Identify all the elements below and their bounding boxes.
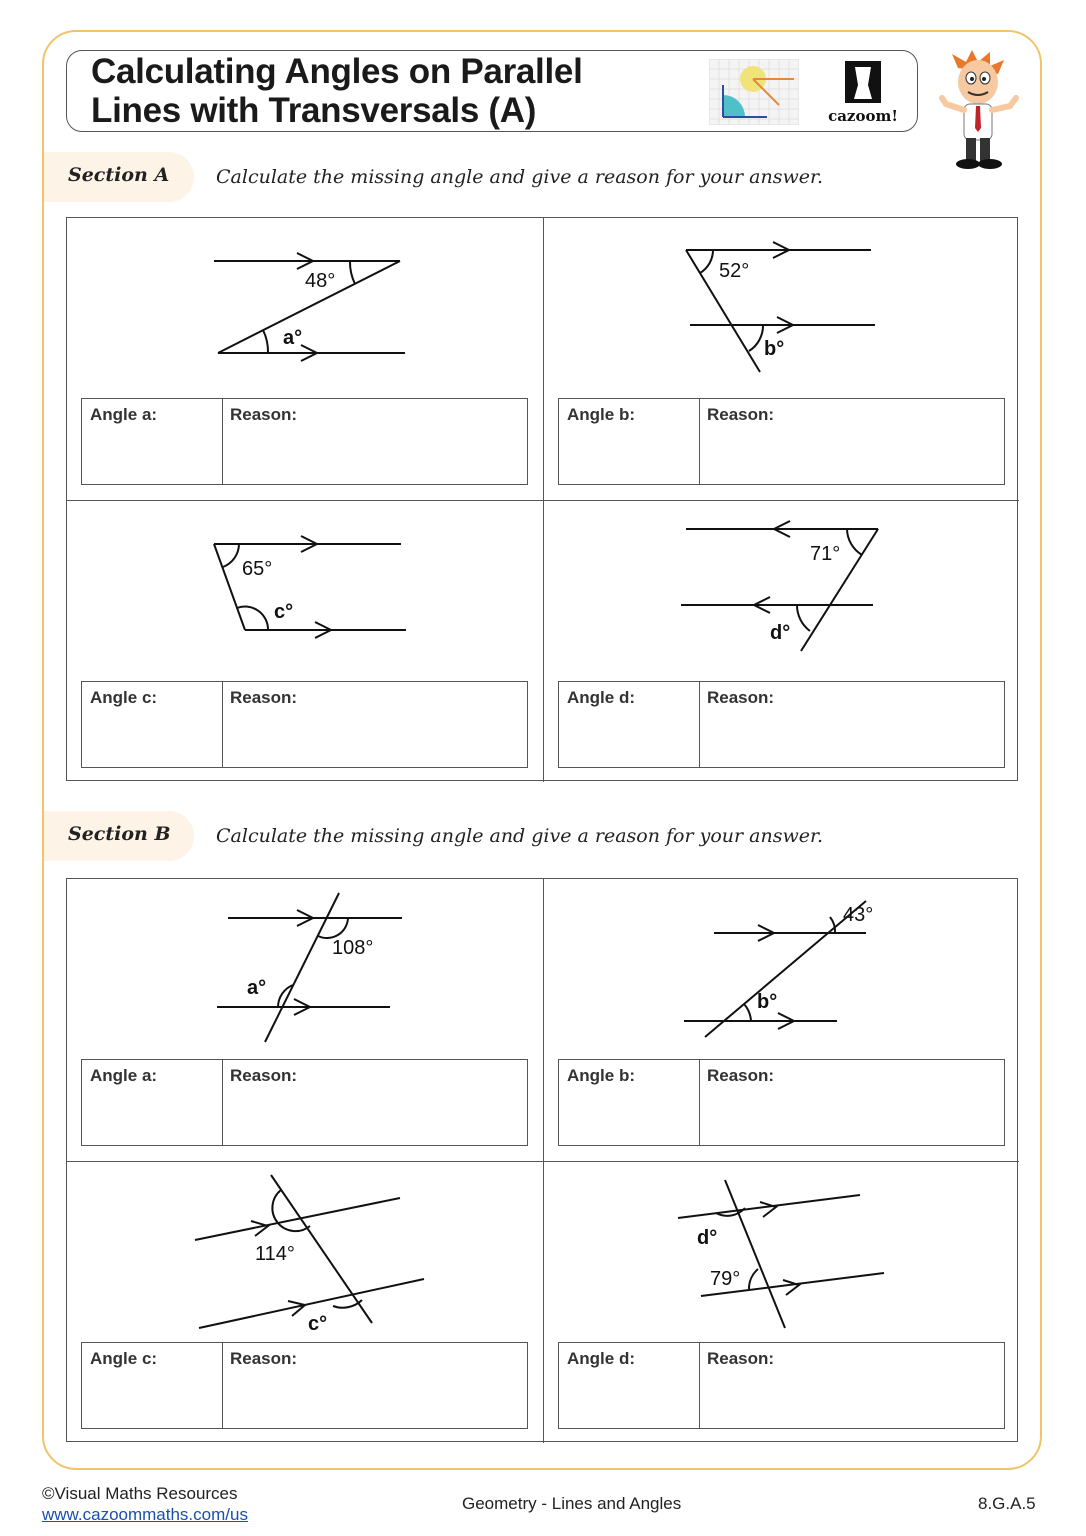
answer-box bbox=[558, 1342, 1005, 1429]
angles-graphic-icon bbox=[709, 59, 799, 125]
unknown-angle-label: b° bbox=[764, 338, 785, 360]
angle-answer-field[interactable]: Angle c: bbox=[90, 1349, 158, 1368]
angle-answer-field[interactable]: Angle b: bbox=[567, 1066, 635, 1085]
angle-diagram bbox=[67, 501, 543, 681]
given-angle-label: 114° bbox=[255, 1243, 295, 1265]
angle-answer-field[interactable]: Angle c: bbox=[90, 688, 158, 707]
cazoom-logo bbox=[817, 59, 909, 127]
reason-answer-field[interactable]: Reason: bbox=[707, 1066, 775, 1085]
angle-answer-field[interactable]: Angle b: bbox=[567, 405, 635, 424]
question-cell bbox=[543, 218, 1019, 500]
question-cell bbox=[67, 500, 543, 782]
section-a-tag bbox=[44, 152, 194, 202]
question-cell bbox=[67, 879, 543, 1161]
answer-divider bbox=[222, 1343, 223, 1428]
answer-divider bbox=[699, 1343, 700, 1428]
question-cell bbox=[543, 879, 1019, 1161]
footer-standard: 8.G.A.5 bbox=[978, 1494, 1036, 1513]
given-angle-label: 48° bbox=[305, 270, 336, 292]
angle-diagram bbox=[544, 1162, 1020, 1342]
answer-divider bbox=[222, 399, 223, 484]
given-angle-label: 79° bbox=[710, 1268, 741, 1290]
reason-answer-field[interactable]: Reason: bbox=[230, 1349, 298, 1368]
answer-box bbox=[81, 398, 528, 485]
unknown-angle-label: a° bbox=[283, 327, 303, 349]
title-line-2: Lines with Transversals (A) bbox=[91, 91, 537, 130]
unknown-angle-label: c° bbox=[274, 601, 294, 623]
section-b-instruction: Calculate the missing angle and give a reason for your answer. bbox=[216, 825, 823, 847]
angle-answer-field[interactable]: Angle a: bbox=[90, 1066, 158, 1085]
angle-diagram bbox=[67, 218, 543, 398]
given-angle-label: 108° bbox=[332, 937, 374, 959]
logo-icon bbox=[817, 59, 909, 109]
reason-answer-field[interactable]: Reason: bbox=[707, 688, 775, 707]
angle-answer-field[interactable]: Angle a: bbox=[90, 405, 158, 424]
answer-box bbox=[81, 1059, 528, 1146]
unknown-angle-label: d° bbox=[697, 1227, 718, 1249]
reason-answer-field[interactable]: Reason: bbox=[230, 1066, 298, 1085]
answer-box bbox=[81, 681, 528, 768]
angle-diagram bbox=[544, 218, 1020, 398]
answer-box bbox=[558, 681, 1005, 768]
question-cell bbox=[67, 1161, 543, 1443]
given-angle-label: 71° bbox=[810, 543, 841, 565]
reason-answer-field[interactable]: Reason: bbox=[230, 405, 298, 424]
title-box bbox=[66, 50, 918, 132]
footer-credits bbox=[42, 1483, 248, 1525]
cartoon-mascot-icon bbox=[938, 48, 1022, 170]
footer-topic: Geometry - Lines and Angles bbox=[462, 1494, 682, 1513]
worksheet-title bbox=[91, 52, 583, 130]
section-b-grid bbox=[66, 878, 1018, 1442]
section-b-label: Section B bbox=[68, 823, 171, 845]
unknown-angle-label: a° bbox=[247, 977, 267, 999]
angle-diagram bbox=[67, 1162, 543, 1342]
question-cell bbox=[543, 500, 1019, 782]
reason-answer-field[interactable]: Reason: bbox=[230, 688, 298, 707]
answer-divider bbox=[222, 1060, 223, 1145]
answer-box bbox=[558, 398, 1005, 485]
reason-answer-field[interactable]: Reason: bbox=[707, 1349, 775, 1368]
answer-divider bbox=[699, 1060, 700, 1145]
question-cell bbox=[543, 1161, 1019, 1443]
section-a-grid bbox=[66, 217, 1018, 781]
angle-answer-field[interactable]: Angle d: bbox=[567, 688, 635, 707]
logo-text: cazoom! bbox=[828, 107, 898, 125]
reason-answer-field[interactable]: Reason: bbox=[707, 405, 775, 424]
given-angle-label: 65° bbox=[242, 558, 273, 580]
answer-box bbox=[558, 1059, 1005, 1146]
section-a-label: Section A bbox=[68, 164, 170, 186]
given-angle-label: 43° bbox=[843, 904, 874, 926]
section-b-tag bbox=[44, 811, 194, 861]
angle-diagram bbox=[544, 501, 1020, 681]
website-link[interactable]: www.cazoommaths.com/us bbox=[42, 1505, 248, 1524]
answer-divider bbox=[699, 399, 700, 484]
question-cell bbox=[67, 218, 543, 500]
unknown-angle-label: c° bbox=[308, 1313, 328, 1335]
angle-diagram bbox=[544, 879, 1020, 1059]
section-a-instruction: Calculate the missing angle and give a reason for your answer. bbox=[216, 166, 823, 188]
answer-divider bbox=[222, 682, 223, 767]
answer-box bbox=[81, 1342, 528, 1429]
title-line-1: Calculating Angles on Parallel bbox=[91, 52, 583, 91]
given-angle-label: 52° bbox=[719, 260, 750, 282]
angle-diagram bbox=[67, 879, 543, 1059]
copyright-text: ©Visual Maths Resources bbox=[42, 1484, 238, 1503]
unknown-angle-label: d° bbox=[770, 622, 791, 644]
unknown-angle-label: b° bbox=[757, 991, 778, 1013]
answer-divider bbox=[699, 682, 700, 767]
angle-answer-field[interactable]: Angle d: bbox=[567, 1349, 635, 1368]
